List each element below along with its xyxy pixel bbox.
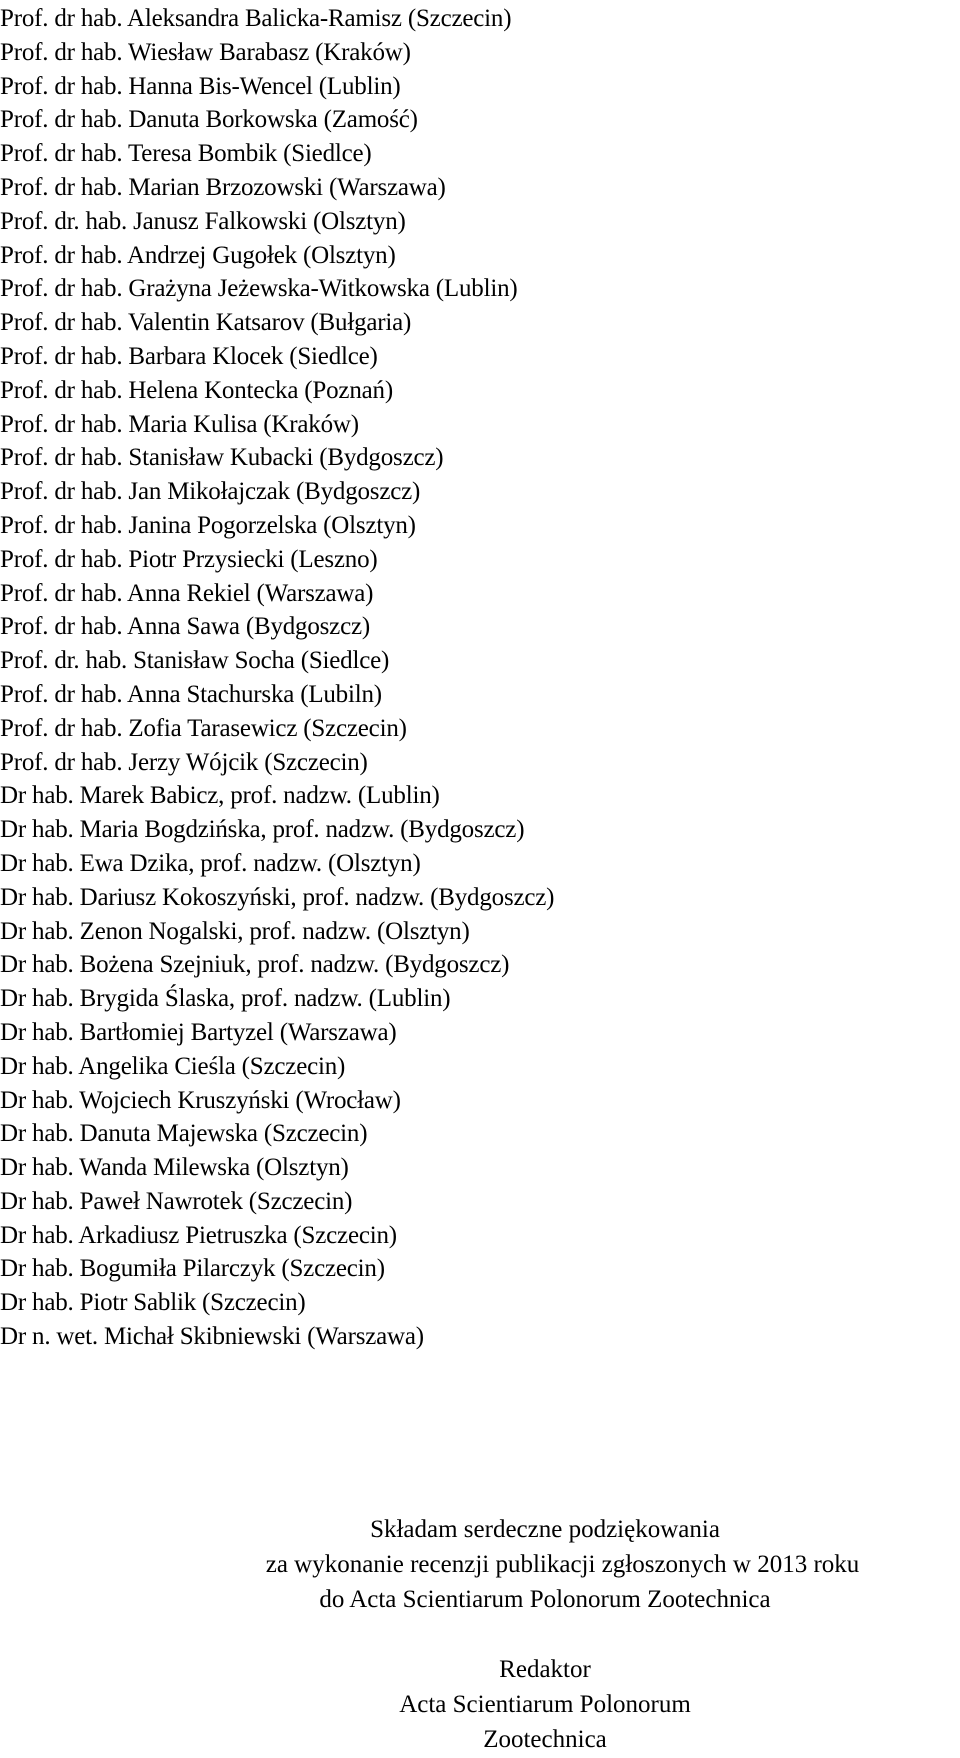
reviewer-entry: Prof. dr hab. Anna Rekiel (Warszawa) (0, 579, 374, 607)
reviewer-entry: Dr hab. Danuta Majewska (Szczecin) (0, 1120, 368, 1148)
thanks-line-1: Składam serdeczne podziękowania (370, 1516, 720, 1543)
signature-role: Redaktor (499, 1656, 591, 1683)
reviewer-entry: Dr hab. Ewa Dzika, prof. nadzw. (Olsztyn) (0, 849, 421, 877)
reviewer-entry: Prof. dr hab. Helena Kontecka (Poznań) (0, 376, 393, 404)
reviewer-entry: Prof. dr hab. Barbara Klocek (Siedlce) (0, 342, 378, 370)
signature-journal-line-1: Acta Scientiarum Polonorum (399, 1691, 691, 1718)
reviewer-entry: Prof. dr hab. Andrzej Gugołek (Olsztyn) (0, 241, 396, 269)
reviewer-entry: Dr hab. Marek Babicz, prof. nadzw. (Lublin) (0, 782, 440, 810)
reviewer-entry: Prof. dr hab. Maria Kulisa (Kraków) (0, 410, 359, 438)
reviewer-entry: Dr hab. Piotr Sablik (Szczecin) (0, 1289, 306, 1317)
thanks-paragraph (0, 1512, 960, 1617)
reviewer-entry: Prof. dr hab. Danuta Borkowska (Zamość) (0, 106, 418, 134)
reviewer-entry: Prof. dr hab. Zofia Tarasewicz (Szczecin) (0, 714, 407, 742)
reviewer-entry: Dr hab. Brygida Ślaska, prof. nadzw. (Lublin) (0, 985, 451, 1013)
reviewer-entry: Dr hab. Bartłomiej Bartyzel (Warszawa) (0, 1018, 397, 1046)
reviewer-entry: Prof. dr hab. Piotr Przysiecki (Leszno) (0, 545, 378, 573)
reviewer-entry: Dr hab. Wojciech Kruszyński (Wrocław) (0, 1086, 401, 1114)
reviewer-entry: Prof. dr hab. Marian Brzozowski (Warszawa) (0, 173, 446, 201)
reviewer-entry: Dr hab. Zenon Nogalski, prof. nadzw. (Olsztyn) (0, 917, 470, 945)
reviewer-entry: Prof. dr hab. Teresa Bombik (Siedlce) (0, 140, 372, 168)
reviewer-entry: Dr hab. Bożena Szejniuk, prof. nadzw. (Bydgoszcz) (0, 951, 510, 979)
reviewer-entry: Dr hab. Maria Bogdzińska, prof. nadzw. (Bydgoszcz) (0, 816, 525, 844)
reviewer-entry: Prof. dr hab. Hanna Bis-Wencel (Lublin) (0, 72, 401, 100)
editor-signature (0, 1652, 960, 1757)
reviewer-entry: Prof. dr. hab. Janusz Falkowski (Olsztyn) (0, 207, 406, 235)
reviewer-entry: Dr hab. Paweł Nawrotek (Szczecin) (0, 1187, 353, 1215)
reviewer-entry: Prof. dr hab. Anna Stachurska (Lubiln) (0, 680, 382, 708)
reviewer-entry: Prof. dr hab. Jerzy Wójcik (Szczecin) (0, 748, 368, 776)
thanks-line-3: do Acta Scientiarum Polonorum Zootechnica (319, 1586, 771, 1613)
reviewer-entry: Prof. dr hab. Janina Pogorzelska (Olsztyn) (0, 511, 416, 539)
reviewer-entry: Prof. dr hab. Wiesław Barabasz (Kraków) (0, 38, 411, 66)
reviewer-list (0, 2, 554, 1354)
signature-journal-line-2: Zootechnica (483, 1726, 607, 1753)
reviewer-entry: Prof. dr. hab. Stanisław Socha (Siedlce) (0, 647, 390, 675)
reviewer-entry: Dr hab. Arkadiusz Pietruszka (Szczecin) (0, 1221, 397, 1249)
reviewer-entry: Prof. dr hab. Valentin Katsarov (Bułgaria) (0, 309, 412, 337)
reviewer-entry: Prof. dr hab. Jan Mikołajczak (Bydgoszcz) (0, 478, 421, 506)
reviewer-entry: Dr hab. Wanda Milewska (Olsztyn) (0, 1154, 349, 1182)
reviewer-entry: Prof. dr hab. Grażyna Jeżewska-Witkowska (Lublin) (0, 275, 518, 303)
reviewer-entry: Prof. dr hab. Stanisław Kubacki (Bydgoszcz) (0, 444, 444, 472)
thanks-line-2: za wykonanie recenzji publikacji zgłoszonych w 2013 roku (265, 1551, 860, 1578)
reviewer-entry: Dr hab. Bogumiła Pilarczyk (Szczecin) (0, 1255, 385, 1283)
reviewer-entry: Dr hab. Angelika Cieśla (Szczecin) (0, 1052, 346, 1080)
reviewer-entry: Prof. dr hab. Anna Sawa (Bydgoszcz) (0, 613, 370, 641)
reviewer-entry: Dr hab. Dariusz Kokoszyński, prof. nadzw. (Bydgoszcz) (0, 883, 555, 911)
reviewer-entry: Prof. dr hab. Aleksandra Balicka-Ramisz (Szczecin) (0, 5, 512, 32)
reviewer-entry: Dr n. wet. Michał Skibniewski (Warszawa) (0, 1323, 424, 1351)
